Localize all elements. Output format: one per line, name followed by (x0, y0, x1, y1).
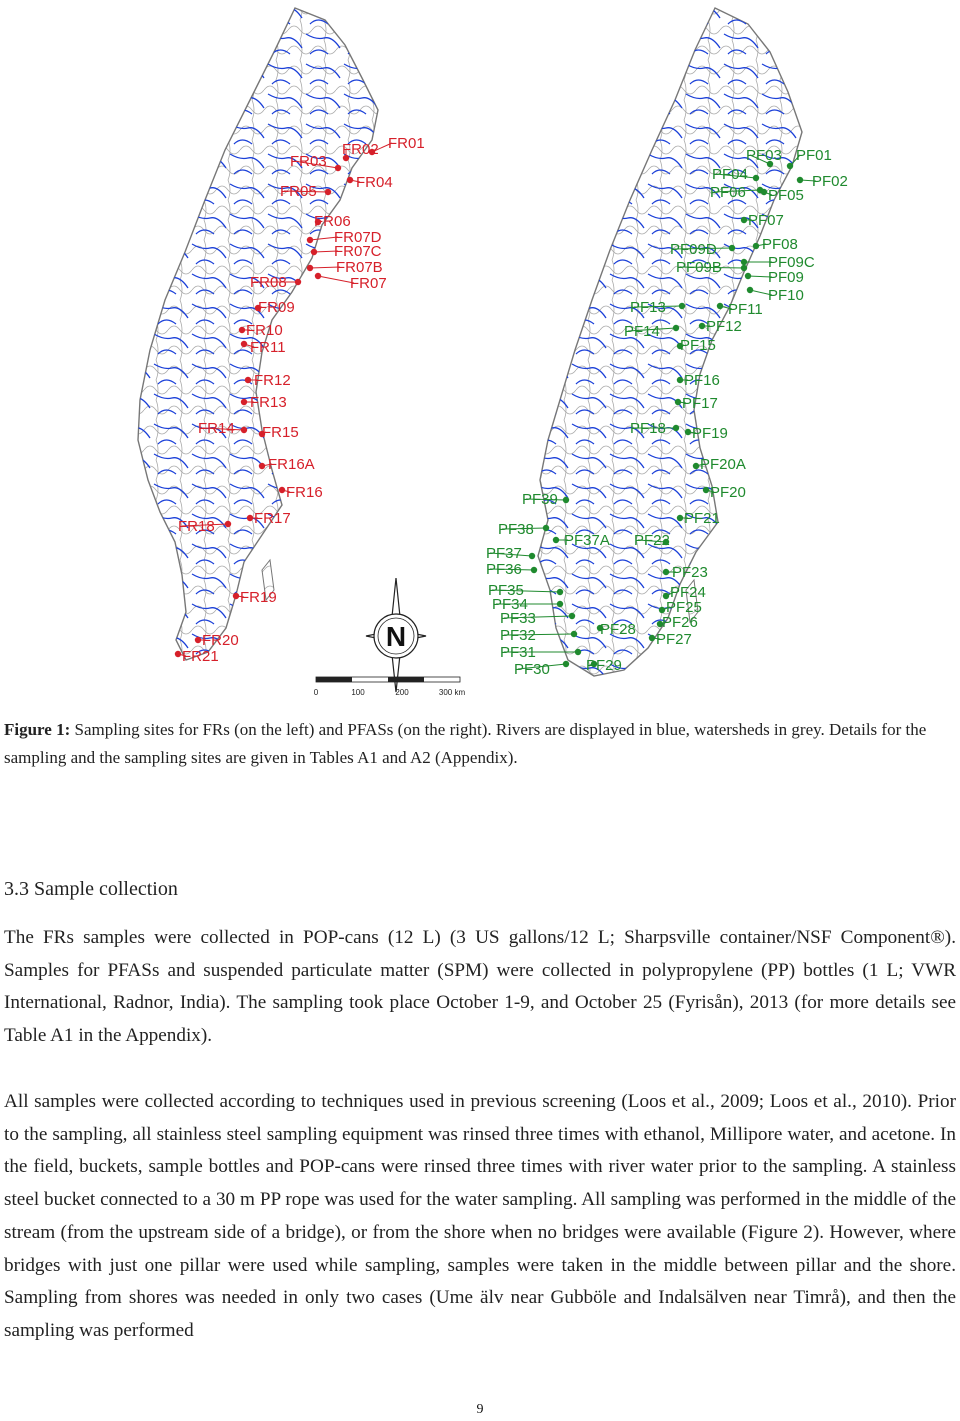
caption-text: Sampling sites for FRs (on the left) and PFASs (on the right). Rivers are displayed in blue, watersheds in grey. Details for the sampling and the sampling sites are given in Tables A1 and A2 (Appendix). (4, 720, 927, 767)
pf-site-label: PF05 (768, 187, 804, 204)
pf-site-marker (569, 613, 575, 619)
scale-label-100: 100 (351, 688, 365, 697)
scale-label-0: 0 (313, 688, 319, 697)
fr-site-label: FR07 (350, 275, 387, 292)
pf-site-label: PF09D (670, 241, 717, 258)
pf-site-label: PF32 (500, 627, 536, 644)
pf-site-marker (529, 553, 535, 559)
pf-site-marker (673, 325, 679, 331)
pf-site-label: PF13 (630, 299, 666, 316)
pf-site-marker (787, 163, 793, 169)
fr-site-marker (233, 593, 239, 599)
fr-site-marker (335, 165, 341, 171)
pf-site-label: PF10 (768, 287, 804, 304)
fr-site-label: FR07D (334, 229, 382, 246)
pf-site-marker (553, 537, 559, 543)
pf-site-label: PF12 (706, 318, 742, 335)
pf-site-marker (741, 259, 747, 265)
pf-site-label: PF18 (630, 420, 666, 437)
fr-site-label: FR18 (178, 518, 215, 535)
pf-site-marker (659, 607, 665, 613)
pf-site-label: PF28 (600, 621, 636, 638)
fr-site-label: FR12 (254, 372, 291, 389)
pf-site-marker (745, 273, 751, 279)
pf-site-marker (663, 569, 669, 575)
fr-site-marker (259, 463, 265, 469)
pf-site-label: PF06 (710, 184, 746, 201)
fr-site-label: FR08 (250, 274, 287, 291)
fr-site-marker (241, 427, 247, 433)
fr-site-marker (347, 177, 353, 183)
pf-site-label: PF29 (586, 657, 622, 674)
pf-site-label: PF22 (634, 532, 670, 549)
fr-site-marker (245, 377, 251, 383)
fr-site-label: FR09 (258, 299, 295, 316)
pf-site-marker (675, 399, 681, 405)
fr-site-label: FR11 (250, 339, 286, 356)
fr-site-label: FR14 (198, 420, 235, 437)
north-arrow (366, 578, 426, 692)
pf-site-marker (649, 635, 655, 641)
pf-site-label: PF37 (486, 545, 522, 562)
pf-site-label: PF38 (498, 521, 534, 538)
fr-site-label: FR16A (268, 456, 315, 473)
fr-site-label: FR05 (280, 183, 317, 200)
pf-site-marker (673, 425, 679, 431)
fr-site-marker (279, 487, 285, 493)
pf-site-marker (531, 567, 537, 573)
fr-site-marker (315, 273, 321, 279)
pf-site-marker (563, 661, 569, 667)
fr-site-label: FR02 (342, 141, 379, 158)
compass-letter: N (385, 621, 407, 652)
scale-label-200: 200 (395, 688, 409, 697)
scale-label-300: 300 km (438, 688, 466, 697)
fr-site-label: FR03 (290, 153, 327, 170)
pf-site-label: PF33 (500, 610, 536, 627)
pf-site-marker (753, 175, 759, 181)
pf-site-label: PF20A (700, 456, 746, 473)
section-heading: 3.3 Sample collection (4, 878, 178, 900)
pf-site-marker (571, 631, 577, 637)
fr-site-label: FR16 (286, 484, 323, 501)
fr-leader-line (318, 276, 354, 283)
pf-site-marker (741, 265, 747, 271)
fr-site-label: FR01 (388, 135, 425, 152)
pf-site-label: PF20 (710, 484, 746, 501)
fr-site-marker (311, 249, 317, 255)
fr-site-marker (241, 341, 247, 347)
pf-site-marker (575, 649, 581, 655)
fr-site-label: FR15 (262, 424, 299, 441)
pf-site-label: PF21 (684, 510, 720, 527)
pf-site-marker (753, 243, 759, 249)
fr-site-marker (247, 515, 253, 521)
page-number: 9 (476, 1402, 484, 1417)
pf-site-label: PF09B (676, 259, 722, 276)
pf-site-label: PF03 (746, 147, 782, 164)
pf-site-marker (729, 245, 735, 251)
pf-site-marker (693, 463, 699, 469)
pf-site-label: PF14 (624, 323, 660, 340)
fr-site-label: FR19 (240, 589, 277, 606)
scale-bar (314, 677, 466, 697)
pf-site-marker (717, 303, 723, 309)
pf-site-label: PF09 (768, 269, 804, 286)
pf-site-marker (699, 323, 705, 329)
pf-site-marker (741, 217, 747, 223)
pf-site-marker (557, 589, 563, 595)
pf-site-marker (557, 601, 563, 607)
right-map-pf-sites (486, 8, 848, 678)
fr-site-label: FR07B (336, 259, 383, 276)
pf-site-label: PF34 (492, 596, 528, 613)
caption-label: Figure 1: (4, 720, 71, 739)
fr-site-label: FR20 (202, 632, 239, 649)
pf-site-label: PF24 (670, 584, 706, 601)
pf-site-label: PF30 (514, 661, 550, 678)
pf-site-label: PF19 (692, 425, 728, 442)
pf-site-label: PF25 (666, 599, 702, 616)
fr-site-marker (195, 637, 201, 643)
pf-site-label: PF26 (662, 614, 698, 631)
fr-site-label: FR10 (246, 322, 283, 339)
pf-site-label: PF15 (680, 337, 716, 354)
pf-site-label: PF35 (488, 582, 524, 599)
pf-site-label: PF27 (656, 631, 692, 648)
fr-site-label: FR06 (314, 213, 351, 230)
figure-1-maps (0, 0, 960, 700)
fr-site-marker (307, 265, 313, 271)
pf-site-label: PF01 (796, 147, 832, 164)
fr-site-label: FR17 (254, 510, 291, 527)
pf-site-label: PF23 (672, 564, 708, 581)
pf-site-marker (563, 497, 569, 503)
pf-site-marker (677, 377, 683, 383)
pf-site-label: PF37A (564, 532, 610, 549)
paragraph-2: All samples were collected according to techniques used in previous screening (Loos et al., 2009; Loos et al., 2010). Prior to the sampling, all stainless steel sampling equipment was rinsed three times with ethanol, Millipore water, and acetone. In the field, buckets, sample bottles and POP-cans were rinsed three times with river water prior to the sampling. A stainless steel bucket connected to a 30 m PP rope was used for the water sampling. All sampling was performed in the middle of the stream (from the upstream side of a bridge), or from the shore when no bridges were available (Figure 2). However, where bridges with just one pillar were used while sampling, samples were taken in the middle between pillar and the shore. Sampling from shores was needed in only two cases (Ume älv near Gubböle and Indalsälven near Timrå), and then the sampling was performed (4, 1091, 956, 1341)
pf-site-marker (761, 189, 767, 195)
pf-site-label: PF31 (500, 644, 536, 661)
pf-site-label: PF11 (728, 301, 763, 318)
fr-site-marker (241, 399, 247, 405)
fr-site-marker (175, 651, 181, 657)
pf-site-label: PF39 (522, 491, 558, 508)
fr-site-marker (307, 237, 313, 243)
pf-site-label: PF09C (768, 254, 815, 271)
pf-site-marker (747, 287, 753, 293)
pf-site-marker (685, 429, 691, 435)
fr-site-label: FR04 (356, 174, 393, 191)
fr-site-marker (225, 521, 231, 527)
pf-site-marker (797, 177, 803, 183)
pf-site-label: PF16 (684, 372, 720, 389)
pf-site-label: PF07 (748, 212, 784, 229)
fr-site-label: FR21 (182, 648, 219, 665)
pf-site-label: PF02 (812, 173, 848, 190)
pf-site-label: PF17 (682, 395, 718, 412)
pf-site-marker (703, 487, 709, 493)
pf-site-label: PF04 (712, 166, 748, 183)
figure-caption (4, 716, 956, 772)
fr-site-marker (239, 327, 245, 333)
pf-site-label: PF08 (762, 236, 798, 253)
left-map-fr-sites (138, 8, 425, 665)
pf-site-marker (679, 303, 685, 309)
fr-site-marker (295, 279, 301, 285)
fr-site-label: FR13 (250, 394, 287, 411)
fr-site-marker (325, 189, 331, 195)
paragraph-1: The FRs samples were collected in POP-cans (12 L) (3 US gallons/12 L; Sharpsville container/NSF Component®). Samples for PFASs and suspended particulate matter (SPM) were collected in polypropylene (PP) bottles (1 L; VWR International, Radnor, India). The sampling took place October 1-9, and October 25 (Fyrisån), 2013 (for more details see Table A1 in the Appendix). (4, 927, 956, 1047)
pf-site-marker (543, 525, 549, 531)
fr-site-label: FR07C (334, 243, 382, 260)
pf-site-label: PF36 (486, 561, 522, 578)
pf-site-marker (677, 515, 683, 521)
